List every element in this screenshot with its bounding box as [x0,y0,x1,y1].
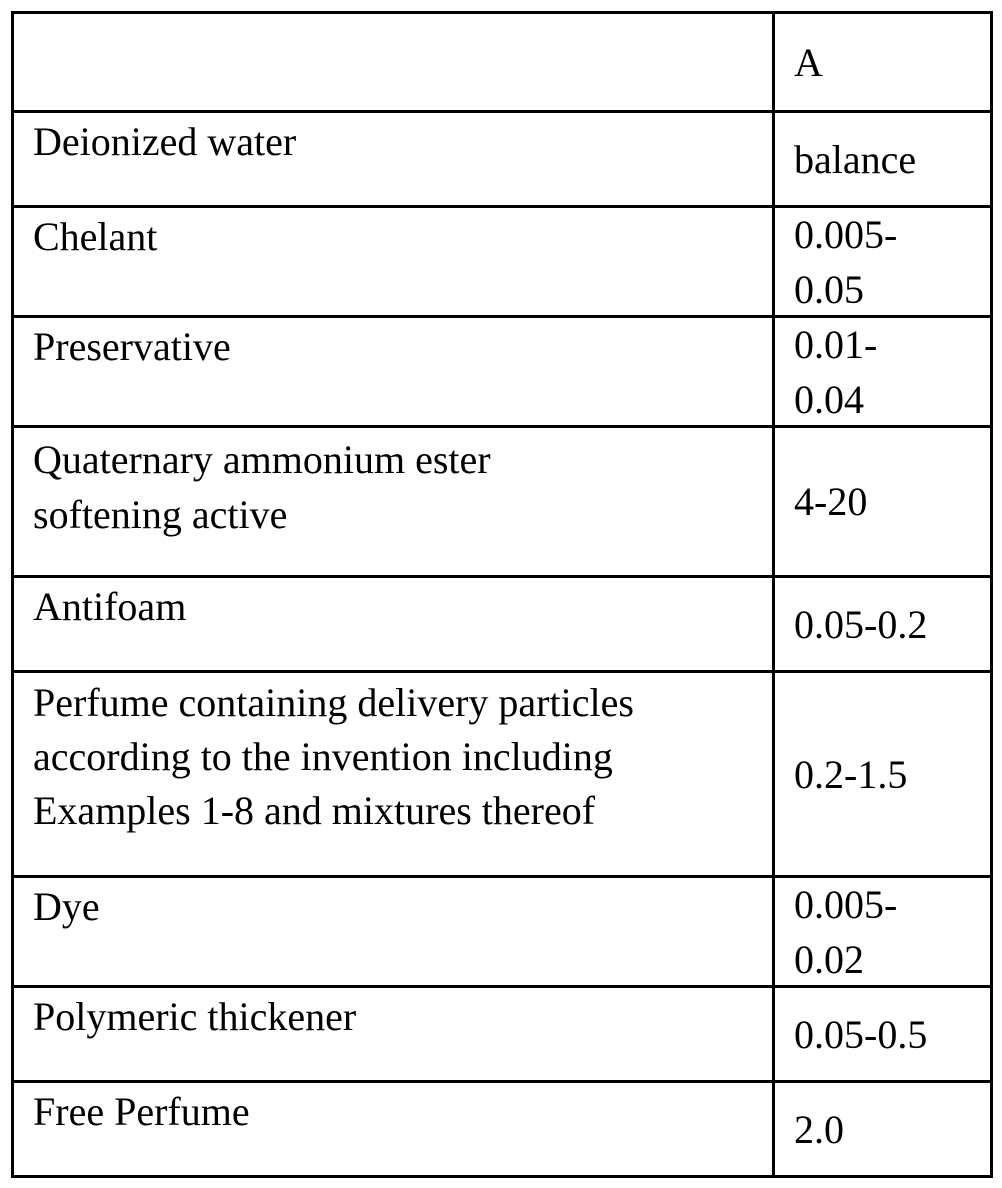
table-row [14,318,990,428]
ingredient-cell: Deionized water [14,113,775,205]
ingredient-cell: Polymeric thickener [14,988,775,1080]
amount-cell: 0.2-1.5 [775,673,990,875]
ingredient-cell: Chelant [14,208,775,315]
table-row [14,988,990,1083]
table-row [14,878,990,988]
amount-cell: 2.0 [775,1083,990,1175]
amount-cell: 0.05-0.2 [775,578,990,670]
ingredient-cell: Free Perfume [14,1083,775,1175]
table-row [14,673,990,878]
ingredient-cell: Antifoam [14,578,775,670]
header-label-cell [14,14,775,110]
amount-cell: 0.01- 0.04 [775,318,990,425]
ingredient-cell: Dye [14,878,775,985]
ingredient-cell: Quaternary ammonium ester softening active [14,428,775,575]
amount-cell: 0.05-0.5 [775,988,990,1080]
amount-cell: 0.005- 0.05 [775,208,990,315]
amount-cell: 0.005- 0.02 [775,878,990,985]
table-row [14,428,990,578]
amount-cell: balance [775,113,990,205]
amount-cell: 4-20 [775,428,990,575]
ingredient-cell: Preservative [14,318,775,425]
table-row [14,578,990,673]
table-header-row [14,14,990,113]
header-value-cell: A [775,14,990,110]
table-row [14,1083,990,1178]
ingredient-cell: Perfume containing delivery particles according to the invention including Examples 1-8 and mixtures thereof [14,673,775,875]
table-row [14,113,990,208]
table-row [14,208,990,318]
formulation-table [11,11,993,1178]
